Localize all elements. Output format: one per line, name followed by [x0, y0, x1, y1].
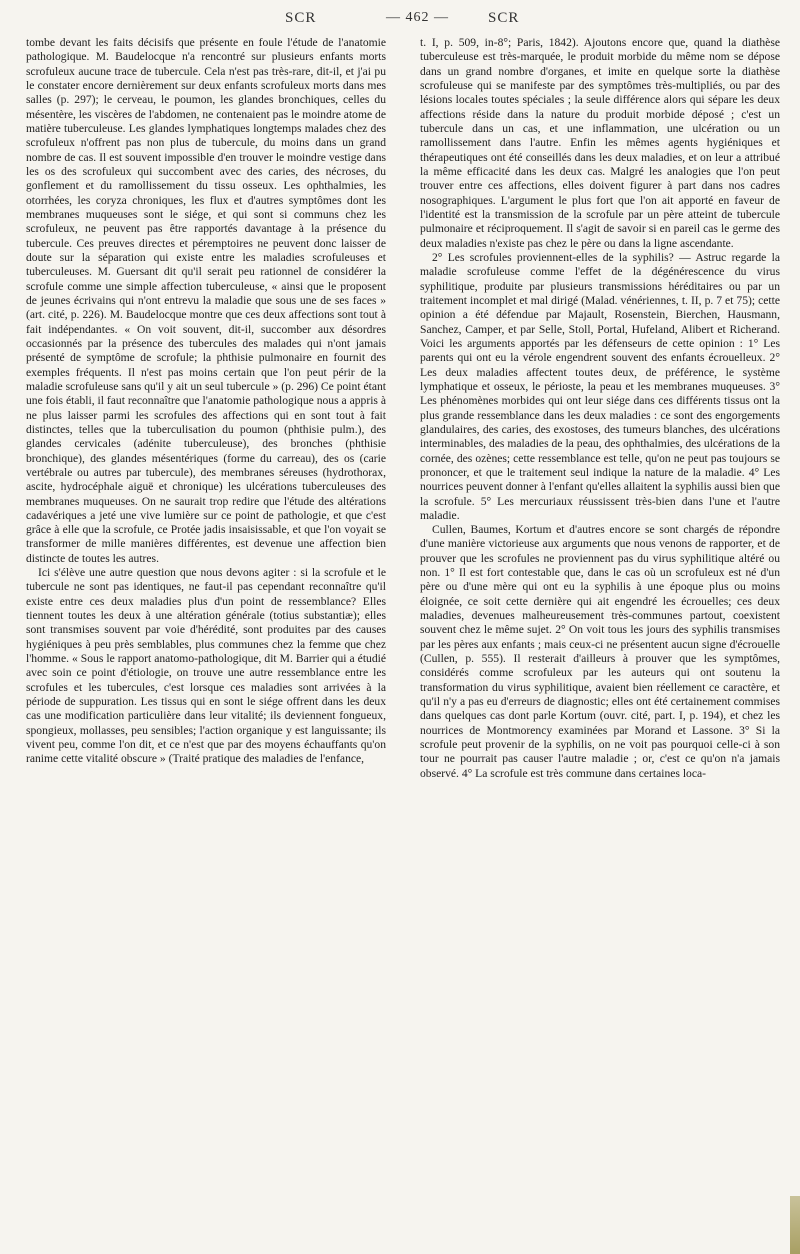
right-paragraph-2: 2° Les scrofules proviennent-elles de la syphilis? — Astruc regarde la maladie scrofuleuse comme l'effet de la dégénérescence du virus syphilitique, produite par plusieurs transmissions héréditaires ou par un traitement incomplet et mal dirigé (Malad. vénériennes, t. II, p. 7 et 75); cette opinion a été défendue par Majault, Rosenstein, Bierchen, Hausmann, Sanchez, Camper, et par Selle, Stoll, Portal, Hufeland, Alibert et Richerand. Voici les arguments apportés par les défenseurs de cette opinion : 1° Les parents qui ont eu la vérole engendrent souvent des enfants écrouelleux. 2° Les deux maladies affectent toutes deux, de préférence, le système lymphatique et osseux, le périoste, la peau et les membranes muqueuses. 3° Les phénomènes morbides qui ont leur siége dans ces différents tissus ont la plus grande ressemblance dans les deux maladies : ce sont des engorgements glandulaires, des caries, des exostoses, des tumeurs blanches, des ulcérations interminables, des maladies de la peau, des ophthalmies, des ulcérations de la cornée, des ozènes; cette ressemblance est telle, qu'on ne peut pas toujours se prononcer, et que le traitement seul indique la nature de la maladie. 4° Les nourrices peuvent donner à l'enfant qu'elles allaitent la syphilis aussi bien que la scrofule. 5° Les mercuriaux réussissent très-bien dans l'une et l'autre maladie. — [420, 250, 780, 522]
page-edge-tab — [790, 1196, 800, 1254]
left-paragraph-1: tombe devant les faits décisifs que présente en foule l'étude de l'anatomie pathologique. M. Baudelocque n'a rencontré sur plusieurs enfants morts scrofuleux aucune trace de tubercule. Cela n'est pas très-rare, dit-il, et j'ai pu le constater encore dernièrement sur deux enfants scrofuleux morts dans mes salles (p. 297); le cerveau, le poumon, les glandes bronchiques, celles du mésentère, les viscères de l'abdomen, ne contenaient pas le moindre atome de matière tuberculeuse. Les glandes lymphatiques longtemps malades chez des scrofuleux n'offrent pas non plus de tubercule, du moins dans un grand nombre de cas. Il est souvent impossible d'en trouver le moindre vestige dans les os des scrofuleux qui succombent avec des caries, des nécroses, du gonflement et du ramollissement du tissu osseux. Les ophthalmies, les otorrhées, les coryza chroniques, les flux et d'autres symptômes dont les membranes muqueuses sont le siége, et qui sont si communs chez les scrofuleux, ne peuvent pas être rapportés davantage à la présence du tubercule. Ces preuves directes et péremptoires ne peuvent donc laisser de doute sur la séparation qui existe entre les maladies scrofuleuses et tuberculeuses. M. Guersant dit qu'il serait peu rationnel de considérer la scrofule comme une simple affection tuberculeuse, « ainsi que le proposent de jeunes écrivains qui n'ont entrevu la maladie que sous une de ses faces » (art. cité, p. 226). M. Baudelocque montre que ces deux affections sont tout à fait indépendantes. « On voit souvent, dit-il, succomber aux désordres occasionnés par la présence des tubercules des malades qui n'ont jamais présenté de symptôme de scrofule; la phthisie pulmonaire en fournit des exemples fréquents. Il n'est pas moins certain que l'on peut périr de la maladie scrofuleuse sans qu'il y ait un seul tubercule » (p. 296) Ce point étant une fois établi, il faut reconnaître que l'anatomie pathologique nous a appris à ne plus laisser parmi les scrofules des affections qui en sont tout à fait distinctes, telles que la tuberculisation du poumon (phthisie pulm.), des glandes cervicales (adénite tuberculeuse), des bronches (phthisie bronchique), des glandes mésentériques (forme du carreau), des os (carie vertébrale ou autres par tubercule), des membranes séreuses (hydrothorax, ascite, hydrocéphale aiguë et chronique) les ulcérations tuberculeuses des membranes muqueuses. On ne saurait trop redire que l'étude des altérations cadavériques a jeté une vive lumière sur ce point de pathologie, et que c'est grâce à elle que la scrofule, ce Protée jadis insaisissable, et que l'on voyait se transformer de mille manières différentes, est devenue une affection bien distincte de toutes les autres. — [26, 36, 386, 565]
text-columns — [26, 36, 784, 1242]
left-paragraph-2: Ici s'élève une autre question que nous devons agiter : si la scrofule et le tubercule ne sont pas identiques, ne faut-il pas cependant reconnaître qu'il existe entre ces deux maladies plus d'un point de ressemblance? Elles tiennent toutes les deux à une altération générale (totius substantiæ); elles sont transmises souvent par voie d'hérédité, sont produites par des causes hygiéniques à peu près semblables, plus communes chez la femme que chez l'homme. « Sous le rapport anatomo-pathologique, dit M. Barrier qui a étudié avec soin ce point d'étiologie, on trouve une autre ressemblance entre les scrofules et les tubercules, c'est lorsque ces maladies sont arrivées à la période de suppuration. Les tissus qui en sont le siége offrent dans les deux cas une modification particulière dans leur vitalité; ils deviennent fongueux, spongieux, mollasses, peu sensibles; l'action organique y est languissante; ils vivent peu, comme l'on dit, et ce n'est que par des moyens échauffants qu'on ranime cette vitalité obscure » (Traité pratique des maladies de l'enfance, — [26, 566, 386, 766]
right-paragraph-1: t. I, p. 509, in-8°; Paris, 1842). Ajoutons encore que, quand la diathèse tuberculeuse est très-marquée, le produit morbide du même nom se dépose dans un grand nombre d'organes, et imite en quelque sorte la diathèse scrofuleuse qui se manifeste par des symptômes très-multipliés, ou par des lésions locales toutes spéciales ; la seule différence alors qui sépare les deux affections réside dans la nature du produit morbide déposé ; c'est un tubercule dans un cas, et une inflammation, une ulcération ou un ramollissement dans l'autre. Enfin les mêmes agents hygiéniques et thérapeutiques ont été conseillés dans les deux maladies, et on leur a attribué la même efficacité dans les deux cas. Malgré les analogies que l'on peut trouver entre ces affections, elles doivent figurer à part dans nos cadres nosographiques. L'argument le plus fort que l'on ait apporté en faveur de l'identité est la transmission de la scrofule par un père atteint de tubercule pulmonaire et réciproquement. Il s'agit de savoir si en pareil cas le germe des deux maladies n'existe pas chez le père ou dans la ligne ascendante. — [420, 36, 780, 250]
right-paragraph-3: Cullen, Baumes, Kortum et d'autres encore se sont chargés de répondre d'une manière victorieuse aux arguments que nous venons de rapporter, et de prouver que les scrofules ne proviennent pas du virus syphilitique altéré ou non. 1° Il est fort contestable que, dans le cas où un scrofuleux est né d'un père ou d'une mère qui ont eu la syphilis à une époque plus ou moins éloignée, ce soit cette dernière qui ait engendré les écrouelles; ces deux maladies, devenues malheureusement très-communes partout, coexistent souvent chez le même sujet. 2° On voit tous les jours des syphilis transmises par les pères aux enfants ; mais ceux-ci ne présentent aucun signe d'écrouelle (Cullen, p. 555). Il resterait d'ailleurs à prouver que les symptômes, considérés comme scrofuleux par les auteurs qui ont soutenu la transformation du virus syphilitique, avaient bien réellement ce caractère, et qu'il n'y a pas eu d'erreurs de diagnostic; elles ont été certainement commises dans quelques cas dont parle Kortum (ouvr. cité, part. I, p. 194), et chez les nourrices de Montmorency examinées par Morand et Lassone. 3° Si la scrofule peut provenir de la syphilis, on ne voit pas pourquoi celle-ci à son tour ne pourrait pas causer l'autre maladie ; or, c'est ce qu'on n'a jamais observé. 4° La scrofule est très commune dans certaines loca- — [420, 523, 780, 780]
running-head-right: SCR — [488, 10, 520, 26]
page-header — [0, 8, 800, 34]
right-column — [420, 36, 780, 1242]
running-head-left: SCR — [285, 10, 317, 26]
page-number: — 462 — — [386, 10, 449, 25]
left-column — [26, 36, 386, 1242]
